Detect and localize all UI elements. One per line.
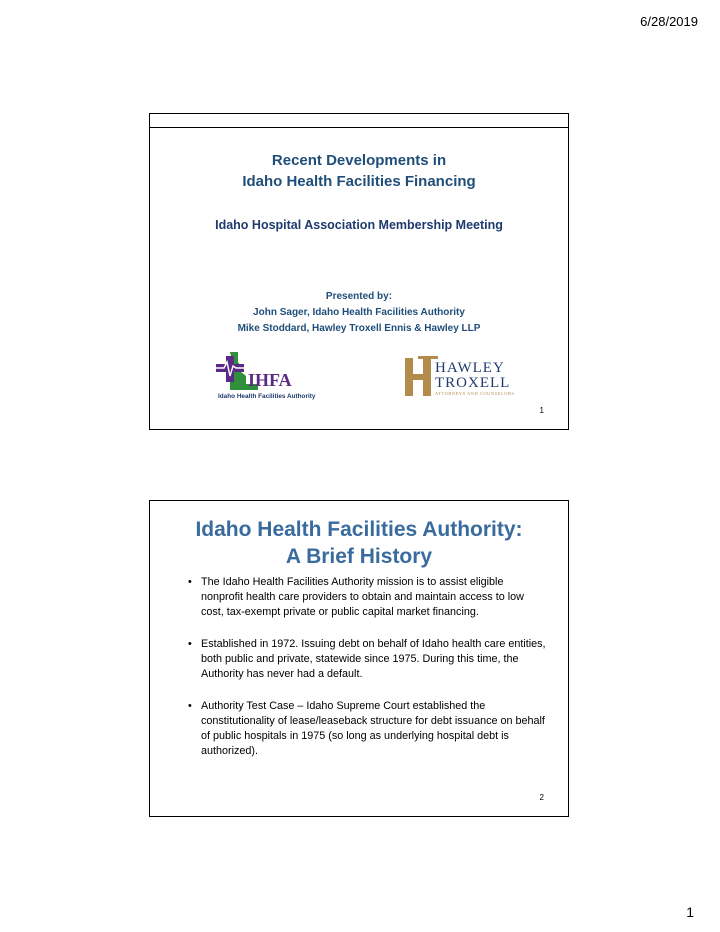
ihfa-caption: Idaho Health Facilities Authority [218, 393, 316, 400]
slide-top-rule [150, 127, 568, 128]
slide-1-title-line-1: Recent Developments in [271, 152, 447, 169]
slide-2 [149, 500, 569, 817]
bullet-text: Authority Test Case – Idaho Supreme Court established the constitutionality of lease/leaseback structure for debt issuance on behalf of public hospitals in 1975 (so long as underlying hospital debt is authorized). [201, 700, 545, 757]
presenter-2: Mike Stoddard, Hawley Troxell Ennis & Hawley LLP [237, 323, 481, 334]
slide-2-title-line-1: Idaho Health Facilities Authority: [195, 518, 523, 541]
page-date: 6/28/2019 [640, 14, 698, 29]
bullet-dot-icon: • [188, 576, 192, 588]
slide-2-bullet-list [188, 575, 548, 776]
bullet-text: The Idaho Health Facilities Authority mission is to assist eligible nonprofit health care providers to obtain and maintain access to low cost, tax-exempt private or public capital market financing. [201, 576, 524, 618]
ht-tagline: ATTORNEYS AND COUNSELORS [435, 391, 515, 396]
bullet-dot-icon: • [188, 700, 192, 712]
slide-1-number: 1 [539, 406, 544, 415]
bullet-item [188, 575, 548, 620]
ht-line-2: TROXELL [435, 375, 511, 391]
slide-1-title [150, 150, 568, 192]
ihfa-logo [208, 350, 328, 402]
ht-line-1: HAWLEY [435, 360, 505, 376]
slide-1 [149, 113, 569, 430]
hawley-troxell-logo [405, 356, 537, 398]
presenter-1: John Sager, Idaho Health Facilities Authority [253, 307, 465, 318]
slide-2-number: 2 [539, 793, 544, 802]
slide-2-title [150, 516, 568, 570]
bullet-item [188, 699, 548, 759]
bullet-dot-icon: • [188, 638, 192, 650]
slide-2-title-line-2: A Brief History [285, 545, 433, 568]
page-number: 1 [686, 904, 694, 920]
presented-by-label: Presented by: [325, 291, 393, 302]
slide-1-subtitle: Idaho Hospital Association Membership Meeting [215, 218, 503, 232]
presenters-block [150, 289, 568, 337]
ihfa-acronym: IHFA [248, 370, 292, 390]
ht-monogram-icon [405, 358, 431, 396]
slide-1-title-line-2: Idaho Health Facilities Financing [242, 173, 476, 190]
bullet-item [188, 637, 548, 682]
bullet-text: Established in 1972. Issuing debt on behalf of Idaho health care entities, both public and private, statewide since 1975. During this time, the Authority has never had a default. [201, 638, 546, 680]
